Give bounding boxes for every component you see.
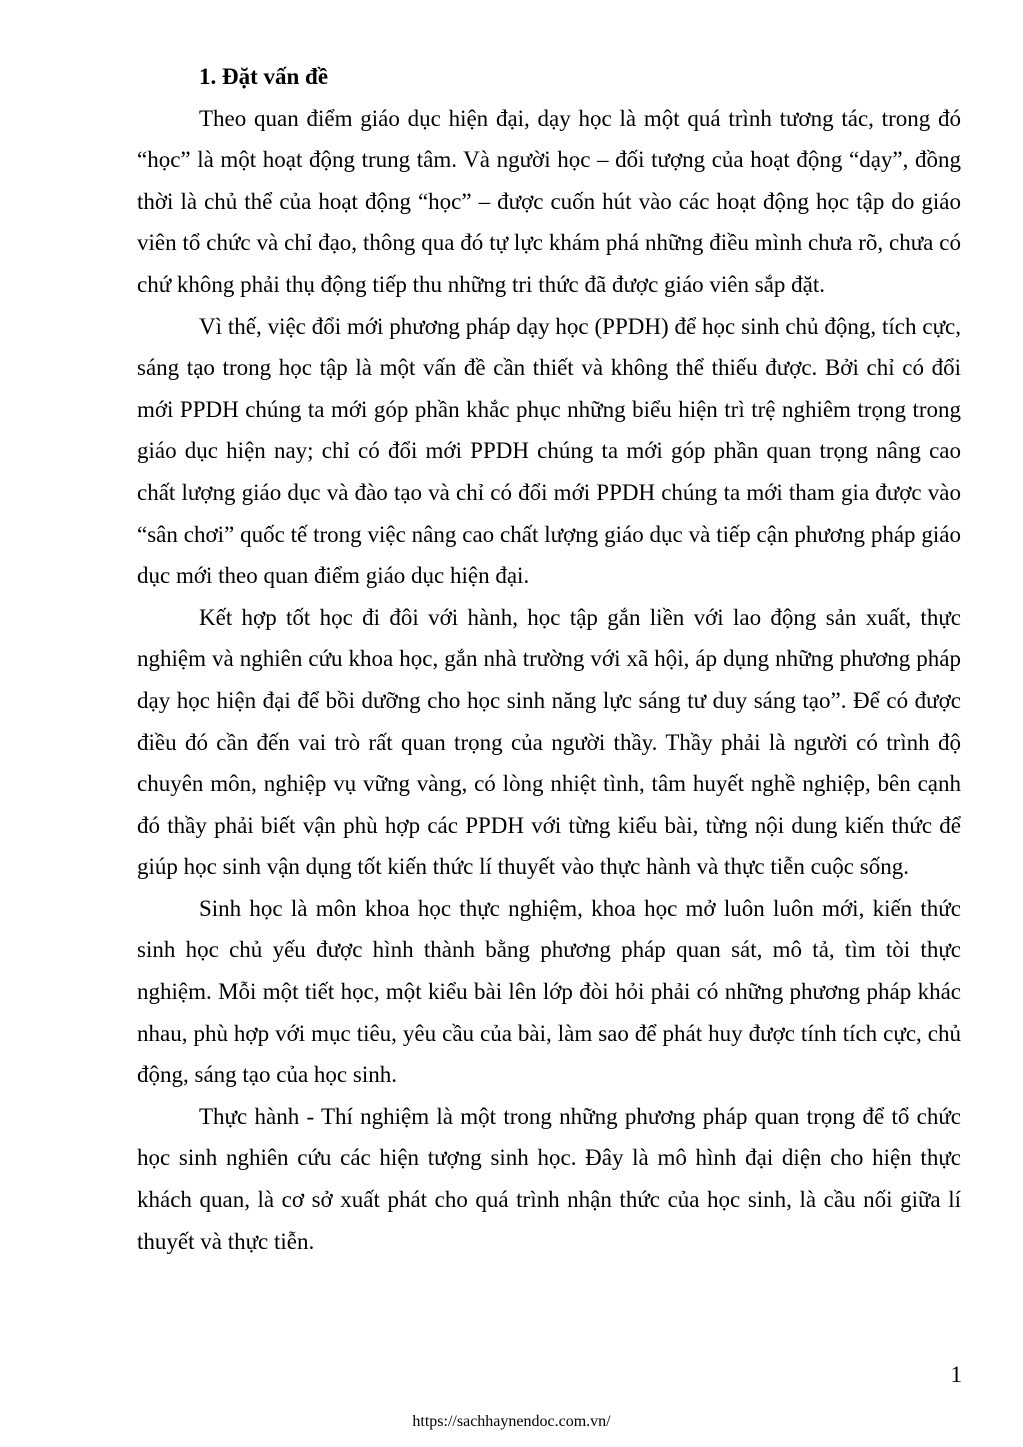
- section-heading: 1. Đặt vấn đề: [199, 64, 329, 89]
- page-number: 1: [950, 1362, 962, 1387]
- paragraph-5: Thực hành - Thí nghiệm là một trong những phương pháp quan trọng để tổ chức học sinh nghiên cứu các hiện tượng sinh học. Đây là mô hình đại diện cho hiện thực khách quan, là cơ sở xuất phát cho quá trình nhận thức của học sinh, là cầu nối giữa lí thuyết và thực tiễn.: [137, 1103, 961, 1254]
- paragraph-1: Theo quan điểm giáo dục hiện đại, dạy học là một quá trình tương tác, trong đó “học” là một hoạt động trung tâm. Và người học – đối tượng của hoạt động “dạy”, đồng thời là chủ thể của hoạt động “học” – được cuốn hút vào các hoạt động học tập do giáo viên tổ chức và chỉ đạo, thông qua đó tự lực khám phá những điều mình chưa rõ, chưa có chứ không phải thụ động tiếp thu những tri thức đã được giáo viên sắp đặt.: [137, 105, 961, 297]
- paragraph-3: Kết hợp tốt học đi đôi với hành, học tập gắn liền với lao động sản xuất, thực nghiệm và nghiên cứu khoa học, gắn nhà trường với xã hội, áp dụng những phương pháp dạy học hiện đại để bồi dưỡng cho học sinh năng lực sáng tư duy sáng tạo”. Để có được điều đó cần đến vai trò rất quan trọng của người thầy. Thầy phải là người có trình độ chuyên môn, nghiệp vụ vững vàng, có lòng nhiệt tình, tâm huyết nghề nghiệp, bên cạnh đó thầy phải biết vận phù hợp các PPDH với từng kiểu bài, từng nội dung kiến thức để giúp học sinh vận dụng tốt kiến thức lí thuyết vào thực hành và thực tiễn cuộc sống.: [137, 604, 961, 880]
- paragraph-4: Sinh học là môn khoa học thực nghiệm, khoa học mở luôn luôn mới, kiến thức sinh học chủ yếu được hình thành bằng phương pháp quan sát, mô tả, tìm tòi thực nghiệm. Mỗi một tiết học, một kiểu bài lên lớp đòi hỏi phải có những phương pháp khác nhau, phù hợp với mục tiêu, yêu cầu của bài, làm sao để phát huy được tính tích cực, chủ động, sáng tạo của học sinh.: [137, 895, 961, 1088]
- paragraph-2: Vì thế, việc đổi mới phương pháp dạy học (PPDH) để học sinh chủ động, tích cực, sáng tạo trong học tập là một vấn đề cần thiết và không thể thiếu được. Bởi chỉ có đổi mới PPDH chúng ta mới góp phần khắc phục những biểu hiện trì trệ nghiêm trọng trong giáo dục hiện nay; chỉ có đổi mới PPDH chúng ta mới góp phần quan trọng nâng cao chất lượng giáo dục và đào tạo và chỉ có đổi mới PPDH chúng ta mới tham gia được vào “sân chơi” quốc tế trong việc nâng cao chất lượng giáo dục và tiếp cận phương pháp giáo dục mới theo quan điểm giáo dục hiện đại.: [137, 313, 961, 589]
- page-body: [137, 56, 961, 1262]
- footer-url: https://sachhaynendoc.com.vn/: [412, 1413, 611, 1430]
